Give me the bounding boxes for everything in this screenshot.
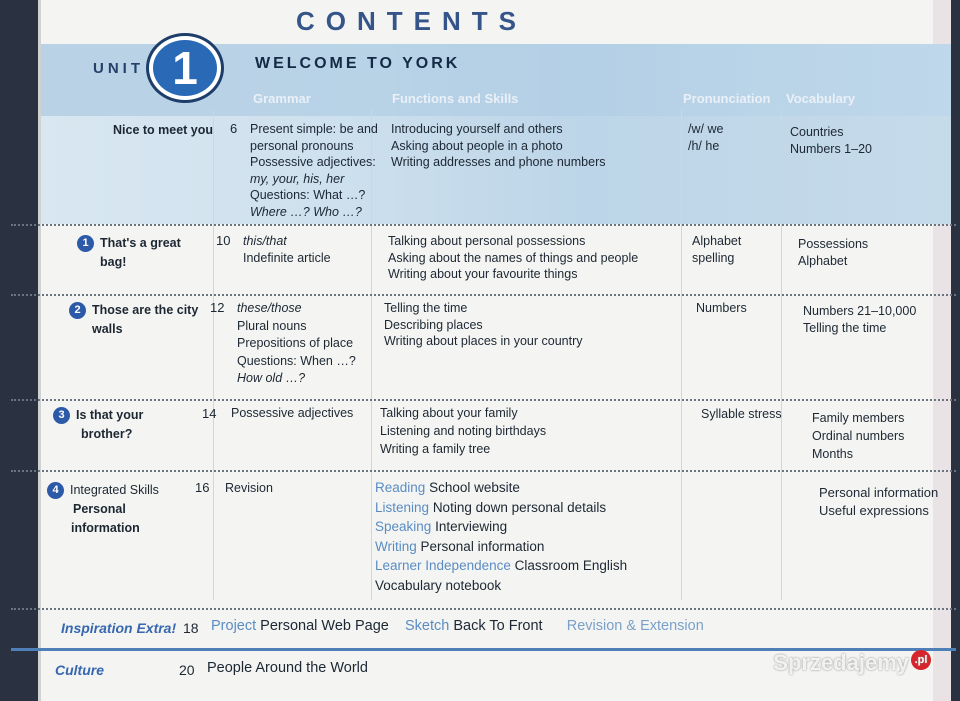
grammar-item: Where …? Who …?: [250, 204, 362, 219]
watermark-text: Sprzedajemy: [773, 650, 909, 675]
function-item: Writing about places in your country: [384, 334, 583, 348]
pronunciation-item: spelling: [692, 250, 735, 265]
vocabulary-item: Telling the time: [803, 320, 887, 335]
functions-list: [388, 233, 638, 283]
grammar-list: [250, 121, 378, 220]
vocabulary-item: Months: [812, 447, 853, 461]
function-item: Talking about your family: [380, 406, 518, 420]
extra-title: Inspiration Extra!: [61, 620, 177, 636]
pronunciation-list: [701, 406, 782, 423]
vocabulary-list: [790, 124, 872, 157]
extra-page: 18: [183, 620, 199, 636]
grammar-item: personal pronouns: [250, 138, 354, 153]
pronunciation-item: /w/ we: [688, 122, 724, 136]
culture-page: 20: [179, 662, 195, 678]
grammar-item: Prepositions of place: [237, 336, 354, 350]
skill-item: [375, 537, 627, 557]
function-item: Asking about people in a photo: [391, 138, 563, 153]
column-header-functions: Functions and Skills: [392, 91, 519, 106]
lesson-title: [77, 234, 181, 272]
vocabulary-item: Numbers 21–10,000: [803, 304, 917, 318]
vocabulary-item: Possessions: [798, 237, 869, 251]
function-item: Talking about personal possessions: [388, 234, 586, 248]
skill-item: [375, 576, 627, 596]
project-text: Personal Web Page: [260, 618, 389, 634]
revision-extension: Revision & Extension: [566, 618, 704, 634]
lesson-title-line: Integrated Skills: [70, 483, 159, 497]
vocabulary-item: Countries: [790, 125, 844, 139]
function-item: Introducing yourself and others: [391, 122, 563, 136]
project-label: Project: [211, 618, 257, 634]
sketch-text: Back To Front: [453, 618, 543, 634]
lesson-title-line: brother?: [81, 427, 133, 441]
skills-list: [375, 478, 627, 595]
grammar-item: Possessive adjectives:: [250, 155, 376, 169]
function-item: Listening and noting birthdays: [380, 424, 547, 438]
skill-label: Listening: [375, 499, 430, 515]
skill-label: Writing: [375, 538, 417, 554]
lesson-title: Nice to meet you: [113, 123, 214, 137]
culture-text: People Around the World: [207, 660, 368, 676]
lesson-page: 10: [216, 233, 231, 248]
lesson-title: [53, 406, 143, 444]
skill-text: Personal information: [420, 538, 545, 554]
grammar-item: my, your, his, her: [250, 171, 345, 186]
function-item: Writing a family tree: [380, 442, 491, 456]
lesson-title-line: That's a great: [100, 236, 181, 250]
column-divider: [213, 110, 214, 600]
row-divider: [11, 470, 956, 472]
pronunciation-item: Alphabet: [692, 234, 742, 248]
lesson-title-line: Personal: [73, 502, 126, 516]
functions-list: [391, 121, 605, 171]
grammar-item: Revision: [225, 481, 273, 495]
unit-label: UNIT: [93, 60, 144, 77]
grammar-item: How old …?: [237, 371, 306, 385]
skill-text: Classroom English: [514, 558, 628, 573]
column-divider: [681, 110, 682, 600]
skill-text: Interviewing: [435, 519, 508, 534]
grammar-item: Indefinite article: [243, 250, 331, 265]
pronunciation-list: [688, 121, 723, 154]
lesson-title: [47, 481, 159, 538]
grammar-list: [225, 480, 273, 497]
lesson-number-badge: 4: [47, 482, 64, 499]
vocabulary-item: Alphabet: [798, 253, 848, 268]
contents-page: [38, 0, 951, 701]
skill-item: [375, 517, 627, 537]
lesson-page: 16: [195, 480, 210, 495]
lesson-title-line: bag!: [100, 255, 127, 269]
lesson-number-badge: 3: [53, 407, 70, 424]
grammar-list: [243, 233, 331, 266]
grammar-item: Possessive adjectives: [231, 406, 354, 420]
pronunciation-list: [696, 300, 747, 317]
watermark-badge: .pl: [911, 650, 931, 670]
vocabulary-item: Numbers 1–20: [790, 141, 872, 156]
grammar-item: Questions: What …?: [250, 188, 366, 202]
function-item: Writing about your favourite things: [388, 267, 578, 281]
function-item: Writing addresses and phone numbers: [391, 155, 606, 169]
skill-text: Noting down personal details: [432, 499, 607, 515]
lesson-page: 12: [210, 300, 225, 315]
sketch-label: Sketch: [405, 618, 450, 634]
pronunciation-item: Numbers: [696, 301, 747, 315]
skill-text: Vocabulary notebook: [375, 577, 502, 593]
lesson-title-line: Those are the city: [92, 303, 199, 317]
skill-item: [375, 478, 627, 498]
vocabulary-list: [803, 303, 916, 336]
row-divider: [11, 294, 956, 296]
skill-label: Speaking: [375, 519, 432, 534]
lesson-title-line: information: [71, 521, 140, 535]
grammar-list: [231, 405, 353, 422]
column-header-pronunciation: Pronunciation: [683, 91, 771, 106]
lesson-number-badge: 2: [69, 302, 86, 319]
vocabulary-list: [819, 484, 938, 520]
lesson-page: 14: [202, 406, 217, 421]
lesson-title-line: walls: [92, 322, 123, 336]
row-divider: [11, 399, 956, 401]
skill-label: Reading: [375, 480, 426, 495]
lesson-title: [69, 301, 198, 339]
pronunciation-item: /h/ he: [688, 138, 720, 153]
function-item: Asking about the names of things and people: [388, 250, 639, 265]
unit-number-badge: 1: [149, 36, 221, 100]
lesson-number-badge: 1: [77, 235, 94, 252]
skill-text: School website: [429, 480, 520, 495]
row-divider: [11, 224, 956, 226]
page-title: CONTENTS: [296, 6, 527, 36]
vocabulary-item: Ordinal numbers: [812, 429, 905, 443]
grammar-item: Present simple: be and: [250, 122, 378, 136]
pronunciation-list: [692, 233, 741, 266]
pronunciation-item: Syllable stress: [701, 407, 782, 421]
unit-title: WELCOME TO YORK: [255, 55, 461, 72]
grammar-item: these/those: [237, 301, 302, 315]
watermark: [773, 650, 931, 676]
extra-items: [211, 618, 704, 635]
grammar-list: [237, 300, 356, 388]
skill-item: [375, 556, 627, 576]
lesson-page: 6: [230, 121, 238, 136]
lesson-title-line: Is that your: [76, 408, 144, 422]
grammar-item: Plural nouns: [237, 318, 307, 333]
column-header-vocabulary: Vocabulary: [786, 91, 856, 106]
grammar-item: this/that: [243, 234, 287, 248]
vocabulary-item: Family members: [812, 411, 905, 425]
grammar-item: Questions: When …?: [237, 353, 356, 368]
skill-item: [375, 498, 627, 518]
function-item: Describing places: [384, 317, 483, 332]
vocabulary-item: Useful expressions: [819, 503, 929, 518]
column-header-grammar: Grammar: [253, 91, 311, 106]
functions-list: [384, 300, 582, 350]
skill-label: Learner Independence: [375, 558, 511, 573]
vocabulary-list: [812, 409, 904, 463]
culture-title: Culture: [55, 662, 104, 678]
vocabulary-item: Personal information: [819, 485, 939, 500]
functions-list: [380, 404, 546, 458]
vocabulary-list: [798, 236, 868, 269]
row-divider: [11, 608, 956, 610]
function-item: Telling the time: [384, 301, 468, 315]
column-divider: [781, 110, 782, 600]
